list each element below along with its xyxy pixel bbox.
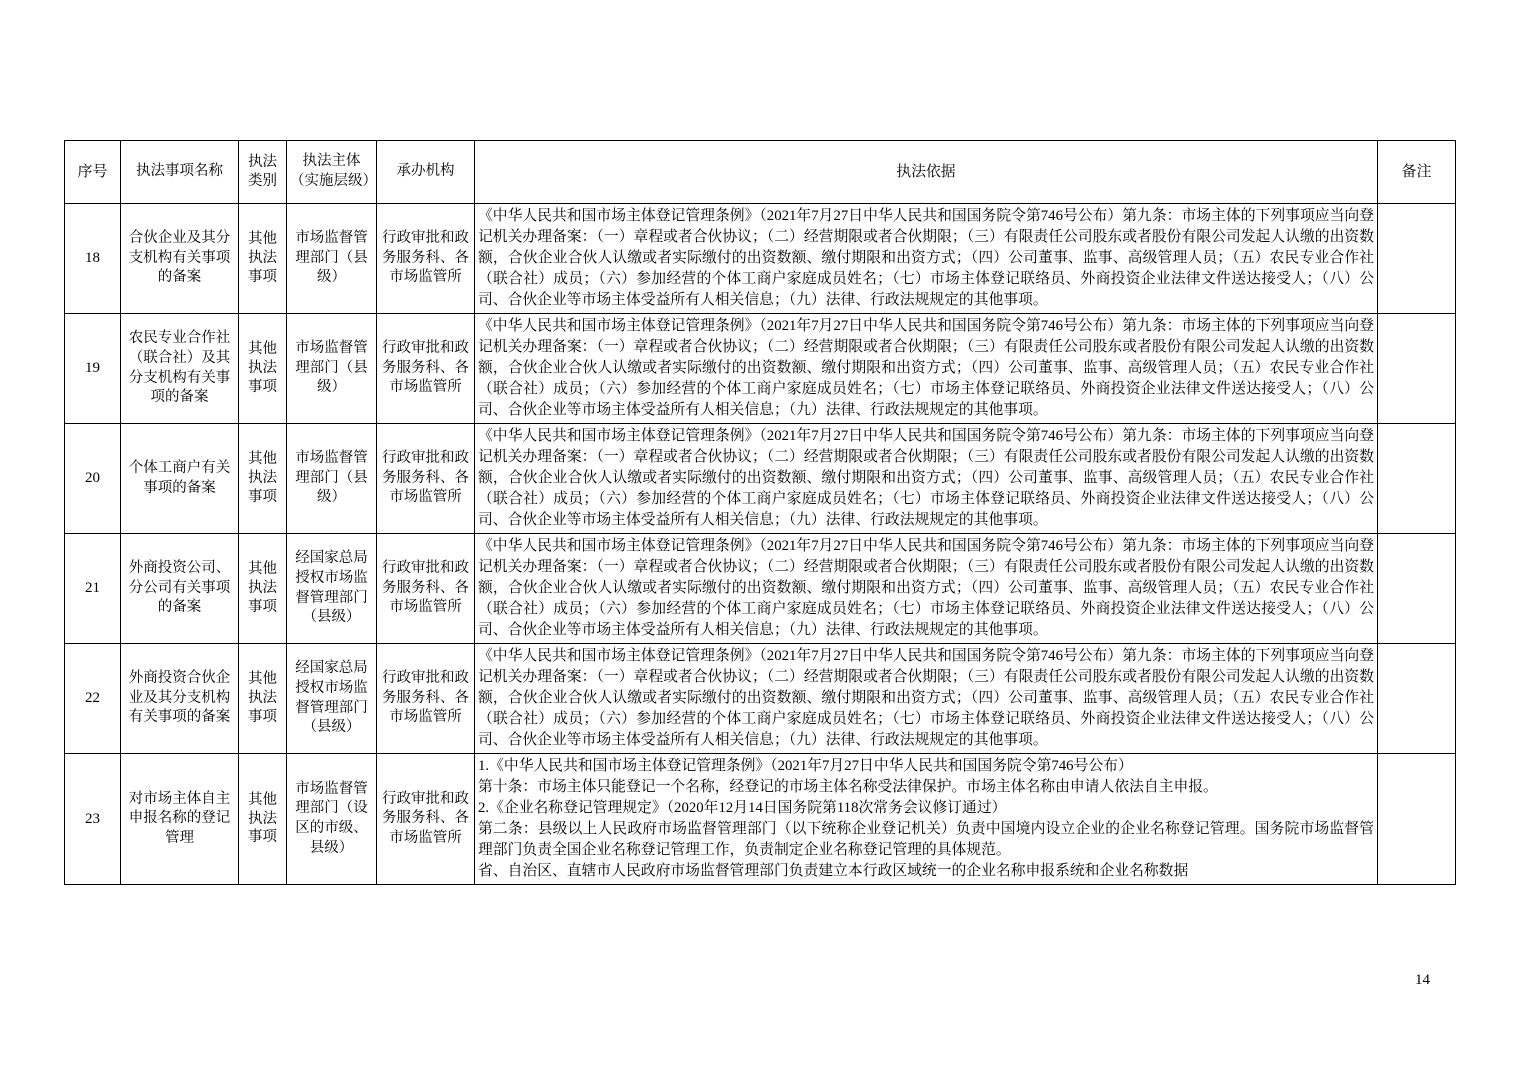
- cell-seq: 22: [65, 644, 121, 754]
- header-seq: 序号: [65, 141, 121, 204]
- header-organization: 承办机构: [377, 141, 475, 204]
- header-legal-basis: 执法依据: [475, 141, 1378, 204]
- enforcement-items-table-wrapper: [64, 140, 1456, 885]
- table-row: [65, 424, 1456, 534]
- legal-basis-text: 《中华人民共和国市场主体登记管理条例》（2021年7月27日中华人民共和国国务院令第746号公布）第九条：市场主体的下列事项应当向登记机关办理备案：（一）章程或者合伙协议；（二）经营期限或者合伙期限；（三）有限责任公司股东或者股份有限公司发起人认缴的出资数额，合伙企业合伙人认缴或者实际缴付的出资数额、缴付期限和出资方式；（四）公司董事、监事、高级管理人员；（五）农民专业合作社（联合社）成员；（六）参加经营的个体工商户家庭成员姓名；（七）市场主体登记联络员、外商投资企业法律文件送达接受人；（八）公司、合伙企业等市场主体受益所有人相关信息；（九）法律、行政法规规定的其他事项。: [478, 538, 1374, 638]
- header-subject: 执法主体（实施层级）: [287, 141, 377, 204]
- header-category: 执法类别: [239, 141, 287, 204]
- cell-organization: 行政审批和政务服务科、各市场监管所: [377, 644, 475, 754]
- legal-basis-line: 1.《中华人民共和国市场主体登记管理条例》（2021年7月27日中华人民共和国国务院令第746号公布）: [478, 758, 1133, 774]
- table-body: [65, 204, 1456, 885]
- legal-basis-line: 2.《企业名称登记管理规定》（2020年12月14日国务院第118次常务会议修订通过）: [478, 800, 1007, 816]
- cell-organization: 行政审批和政务服务科、各市场监管所: [377, 534, 475, 644]
- table-row: [65, 204, 1456, 314]
- cell-legal-basis: [475, 644, 1378, 754]
- cell-subject: 经国家总局授权市场监督管理部门（县级）: [287, 534, 377, 644]
- cell-category: 其他执法事项: [239, 534, 287, 644]
- table-header-row: [65, 141, 1456, 204]
- cell-legal-basis: [475, 204, 1378, 314]
- cell-organization: 行政审批和政务服务科、各市场监管所: [377, 424, 475, 534]
- legal-basis-text: 《中华人民共和国市场主体登记管理条例》（2021年7月27日中华人民共和国国务院令第746号公布）第九条：市场主体的下列事项应当向登记机关办理备案：（一）章程或者合伙协议；（二）经营期限或者合伙期限；（三）有限责任公司股东或者股份有限公司发起人认缴的出资数额，合伙企业合伙人认缴或者实际缴付的出资数额、缴付期限和出资方式；（四）公司董事、监事、高级管理人员；（五）农民专业合作社（联合社）成员；（六）参加经营的个体工商户家庭成员姓名；（七）市场主体登记联络员、外商投资企业法律文件送达接受人；（八）公司、合伙企业等市场主体受益所有人相关信息；（九）法律、行政法规规定的其他事项。: [478, 428, 1374, 528]
- legal-basis-text: 《中华人民共和国市场主体登记管理条例》（2021年7月27日中华人民共和国国务院令第746号公布）第九条：市场主体的下列事项应当向登记机关办理备案：（一）章程或者合伙协议；（二）经营期限或者合伙期限；（三）有限责任公司股东或者股份有限公司发起人认缴的出资数额，合伙企业合伙人认缴或者实际缴付的出资数额、缴付期限和出资方式；（四）公司董事、监事、高级管理人员；（五）农民专业合作社（联合社）成员；（六）参加经营的个体工商户家庭成员姓名；（七）市场主体登记联络员、外商投资企业法律文件送达接受人；（八）公司、合伙企业等市场主体受益所有人相关信息；（九）法律、行政法规规定的其他事项。: [478, 648, 1374, 748]
- table-row: [65, 644, 1456, 754]
- table-row: [65, 314, 1456, 424]
- cell-category: 其他执法事项: [239, 754, 287, 885]
- cell-legal-basis: [475, 314, 1378, 424]
- cell-item-name: 对市场主体自主申报名称的登记管理: [121, 754, 239, 885]
- cell-subject: 市场监督管理部门（设区的市级、县级）: [287, 754, 377, 885]
- cell-seq: 23: [65, 754, 121, 885]
- cell-item-name: 合伙企业及其分支机构有关事项的备案: [121, 204, 239, 314]
- legal-basis-line: 第十条：市场主体只能登记一个名称，经登记的市场主体名称受法律保护。市场主体名称由申请人依法自主申报。: [478, 779, 1218, 795]
- cell-remark: [1378, 204, 1456, 314]
- table-row: [65, 534, 1456, 644]
- cell-seq: 19: [65, 314, 121, 424]
- cell-organization: 行政审批和政务服务科、各市场监管所: [377, 204, 475, 314]
- cell-item-name: 个体工商户有关事项的备案: [121, 424, 239, 534]
- table-header: [65, 141, 1456, 204]
- legal-basis-line: 省、自治区、直辖市人民政府市场监督管理部门负责建立本行政区域统一的企业名称申报系统和企业名称数据: [478, 863, 1189, 879]
- cell-subject: 经国家总局授权市场监督管理部门（县级）: [287, 644, 377, 754]
- cell-category: 其他执法事项: [239, 644, 287, 754]
- legal-basis-text: 《中华人民共和国市场主体登记管理条例》（2021年7月27日中华人民共和国国务院令第746号公布）第九条：市场主体的下列事项应当向登记机关办理备案：（一）章程或者合伙协议；（二）经营期限或者合伙期限；（三）有限责任公司股东或者股份有限公司发起人认缴的出资数额，合伙企业合伙人认缴或者实际缴付的出资数额、缴付期限和出资方式；（四）公司董事、监事、高级管理人员；（五）农民专业合作社（联合社）成员；（六）参加经营的个体工商户家庭成员姓名；（七）市场主体登记联络员、外商投资企业法律文件送达接受人；（八）公司、合伙企业等市场主体受益所有人相关信息；（九）法律、行政法规规定的其他事项。: [478, 208, 1374, 308]
- enforcement-items-table: [64, 140, 1456, 885]
- cell-seq: 21: [65, 534, 121, 644]
- cell-item-name: 农民专业合作社（联合社）及其分支机构有关事项的备案: [121, 314, 239, 424]
- cell-category: 其他执法事项: [239, 314, 287, 424]
- cell-remark: [1378, 314, 1456, 424]
- cell-subject: 市场监督管理部门（县级）: [287, 424, 377, 534]
- cell-legal-basis: [475, 754, 1378, 885]
- legal-basis-line: 第二条：县级以上人民政府市场监督管理部门（以下统称企业登记机关）负责中国境内设立企业的企业名称登记管理。国务院市场监督管理部门负责全国企业名称登记管理工作，负责制定企业名称登记管理的具体规范。: [478, 821, 1374, 858]
- cell-remark: [1378, 424, 1456, 534]
- cell-organization: 行政审批和政务服务科、各市场监管所: [377, 314, 475, 424]
- header-item-name: 执法事项名称: [121, 141, 239, 204]
- cell-legal-basis: [475, 534, 1378, 644]
- cell-subject: 市场监督管理部门（县级）: [287, 314, 377, 424]
- cell-item-name: 外商投资公司、分公司有关事项的备案: [121, 534, 239, 644]
- table-row: [65, 754, 1456, 885]
- cell-remark: [1378, 754, 1456, 885]
- cell-remark: [1378, 644, 1456, 754]
- cell-item-name: 外商投资合伙企业及其分支机构有关事项的备案: [121, 644, 239, 754]
- page-number: 14: [1415, 972, 1430, 988]
- cell-category: 其他执法事项: [239, 424, 287, 534]
- cell-category: 其他执法事项: [239, 204, 287, 314]
- cell-seq: 18: [65, 204, 121, 314]
- legal-basis-text: 《中华人民共和国市场主体登记管理条例》（2021年7月27日中华人民共和国国务院令第746号公布）第九条：市场主体的下列事项应当向登记机关办理备案：（一）章程或者合伙协议；（二）经营期限或者合伙期限；（三）有限责任公司股东或者股份有限公司发起人认缴的出资数额，合伙企业合伙人认缴或者实际缴付的出资数额、缴付期限和出资方式；（四）公司董事、监事、高级管理人员；（五）农民专业合作社（联合社）成员；（六）参加经营的个体工商户家庭成员姓名；（七）市场主体登记联络员、外商投资企业法律文件送达接受人；（八）公司、合伙企业等市场主体受益所有人相关信息；（九）法律、行政法规规定的其他事项。: [478, 318, 1374, 418]
- header-remark: 备注: [1378, 141, 1456, 204]
- cell-subject: 市场监督管理部门（县级）: [287, 204, 377, 314]
- cell-seq: 20: [65, 424, 121, 534]
- cell-remark: [1378, 534, 1456, 644]
- cell-legal-basis: [475, 424, 1378, 534]
- cell-organization: 行政审批和政务服务科、各市场监管所: [377, 754, 475, 885]
